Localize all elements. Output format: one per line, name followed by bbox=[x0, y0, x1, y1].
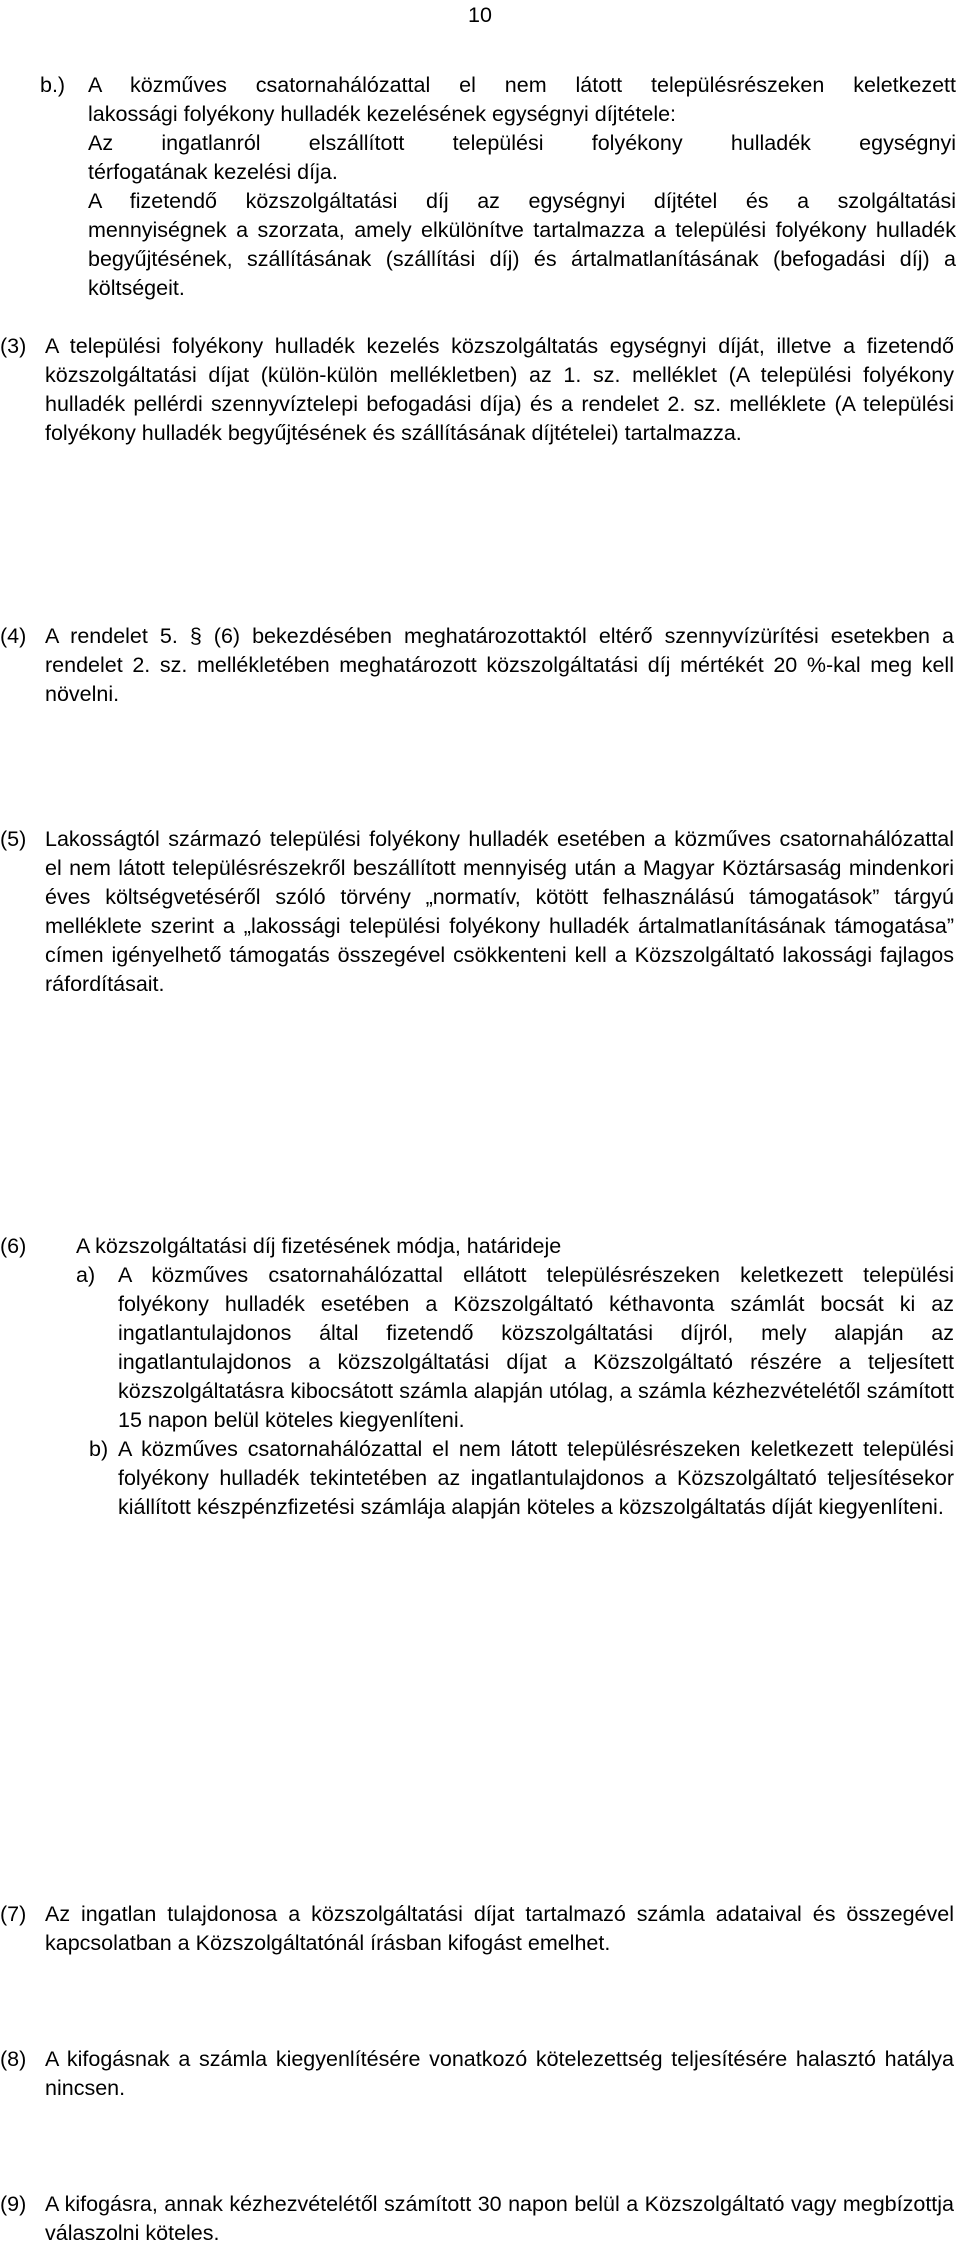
paragraph-8-text: A kifogásnak a számla kiegyenlítésére vonatkozó kötelezettség teljesítésére halasztó hatálya nincsen. bbox=[45, 2047, 954, 2100]
paragraph-7-text: Az ingatlan tulajdonosa a közszolgáltatási díjat tartalmazó számla adataival és összegével kapcsolatban a Közszolgáltatónál írásban kifogást emelhet. bbox=[45, 1902, 954, 1955]
paragraph-6-title: A közszolgáltatási díj fizetésének módja, határideje bbox=[76, 1234, 562, 1258]
paragraph-9-label: (9) bbox=[0, 2192, 27, 2216]
b-line-b1: A fizetendő közszolgáltatási díj az egységnyi díjtétel és a szolgáltatási bbox=[88, 189, 956, 213]
paragraph-5-text: Lakosságtól származó települési folyékony hulladék esetében a közműves csatornahálózattal el nem látott településrészekről beszállított mennyiség után a Magyar Köztársaság mindenkori éves költségvetéséről szóló törvény „normatív, kötött felhasználású támogatások” tárgyú melléklete szerint a „lakossági települési folyékony hulladék ártalmatlanításának támogatása” címen igényelhető támogatás összegével csökkenteni kell a Közszolgáltató lakossági fajlagos ráfordításait. bbox=[45, 827, 954, 996]
paragraph-6-item-b-text: A közműves csatornahálózattal el nem látott településrészeken keletkezett települési folyékony hulladék tekintetében az ingatlantulajdonos a Közszolgáltató teljesítésekor kiállított készpénzfizetési számlája alapján köteles a közszolgáltatás díját kiegyenlíteni. bbox=[118, 1437, 954, 1519]
paragraph-6 bbox=[0, 1232, 960, 1522]
paragraph-6-item-a-text: A közműves csatornahálózattal ellátott településrészeken keletkezett települési folyékony hulladék esetében a Közszolgáltató kéthavonta számlát bocsát ki az ingatlantulajdonos által fizetendő közszolgáltatási díjról, mely alapján az ingatlantulajdonos a közszolgáltatási díjat a Közszolgáltató részére a teljesített közszolgáltatásra kibocsátott számla alapján utólag, a számla kézhezvételétől számított 15 napon belül köteles kiegyenlíteni. bbox=[118, 1263, 954, 1432]
paragraph-7-label: (7) bbox=[0, 1902, 27, 1926]
paragraph-9 bbox=[0, 2190, 960, 2248]
b-heading-rest: lakossági folyékony hulladék kezelésének egységnyi díjtétele: bbox=[88, 102, 677, 126]
paragraph-4 bbox=[0, 622, 960, 709]
paragraph-6-label: (6) bbox=[0, 1234, 27, 1258]
paragraph-7 bbox=[0, 1900, 960, 1958]
paragraph-5-label: (5) bbox=[0, 827, 27, 851]
paragraph-9-text: A kifogásra, annak kézhezvételétől számított 30 napon belül a Közszolgáltató vagy megbízottja válaszolni köteles. bbox=[45, 2192, 954, 2245]
paragraph-6-item-b bbox=[0, 1435, 960, 1522]
paragraph-3-text: A települési folyékony hulladék kezelés közszolgáltatás egységnyi díját, illetve a fizetendő közszolgáltatási díjat (külön-külön mellékletben) az 1. sz. melléklet (A települési folyékony hulladék pellérdi szennyvíztelepi befogadási díja) és a rendelet 2. sz. melléklete (A települési folyékony hulladék begyűjtésének és szállításának díjtételei) tartalmazza. bbox=[45, 334, 954, 445]
paragraph-3-label: (3) bbox=[0, 334, 27, 358]
paragraph-5 bbox=[0, 825, 960, 999]
paragraph-6-item-a-label: a) bbox=[76, 1263, 96, 1287]
b-section bbox=[0, 71, 960, 303]
b-heading-first-line: A közműves csatornahálózattal el nem látott településrészeken keletkezett bbox=[88, 73, 956, 97]
b-line-b-rest: mennyiségnek a szorzata, amely elkülönítve tartalmazza a települési folyékony hulladék begyűjtésének, szállításának (szállítási díj) és ártalmatlanításának (befogadási díj) a költségeit. bbox=[88, 218, 956, 300]
b-line-a2: térfogatának kezelési díja. bbox=[88, 160, 338, 184]
b-line-a1: Az ingatlanról elszállított települési folyékony hulladék egységnyi bbox=[88, 131, 956, 155]
b-section-label: b.) bbox=[40, 73, 66, 97]
paragraph-6-item-b-label: b) bbox=[89, 1437, 109, 1461]
paragraph-3 bbox=[0, 332, 960, 448]
paragraph-4-label: (4) bbox=[0, 624, 27, 648]
b-heading-line-1 bbox=[0, 71, 960, 100]
paragraph-8 bbox=[0, 2045, 960, 2103]
paragraph-6-item-a bbox=[0, 1261, 960, 1435]
page-number: 10 bbox=[468, 3, 492, 27]
paragraph-4-text: A rendelet 5. § (6) bekezdésében meghatározottaktól eltérő szennyvízürítési esetekben a rendelet 2. sz. mellékletében meghatározott közszolgáltatási díj mértékét 20 %-kal meg kell növelni. bbox=[45, 624, 954, 706]
paragraph-8-label: (8) bbox=[0, 2047, 27, 2071]
